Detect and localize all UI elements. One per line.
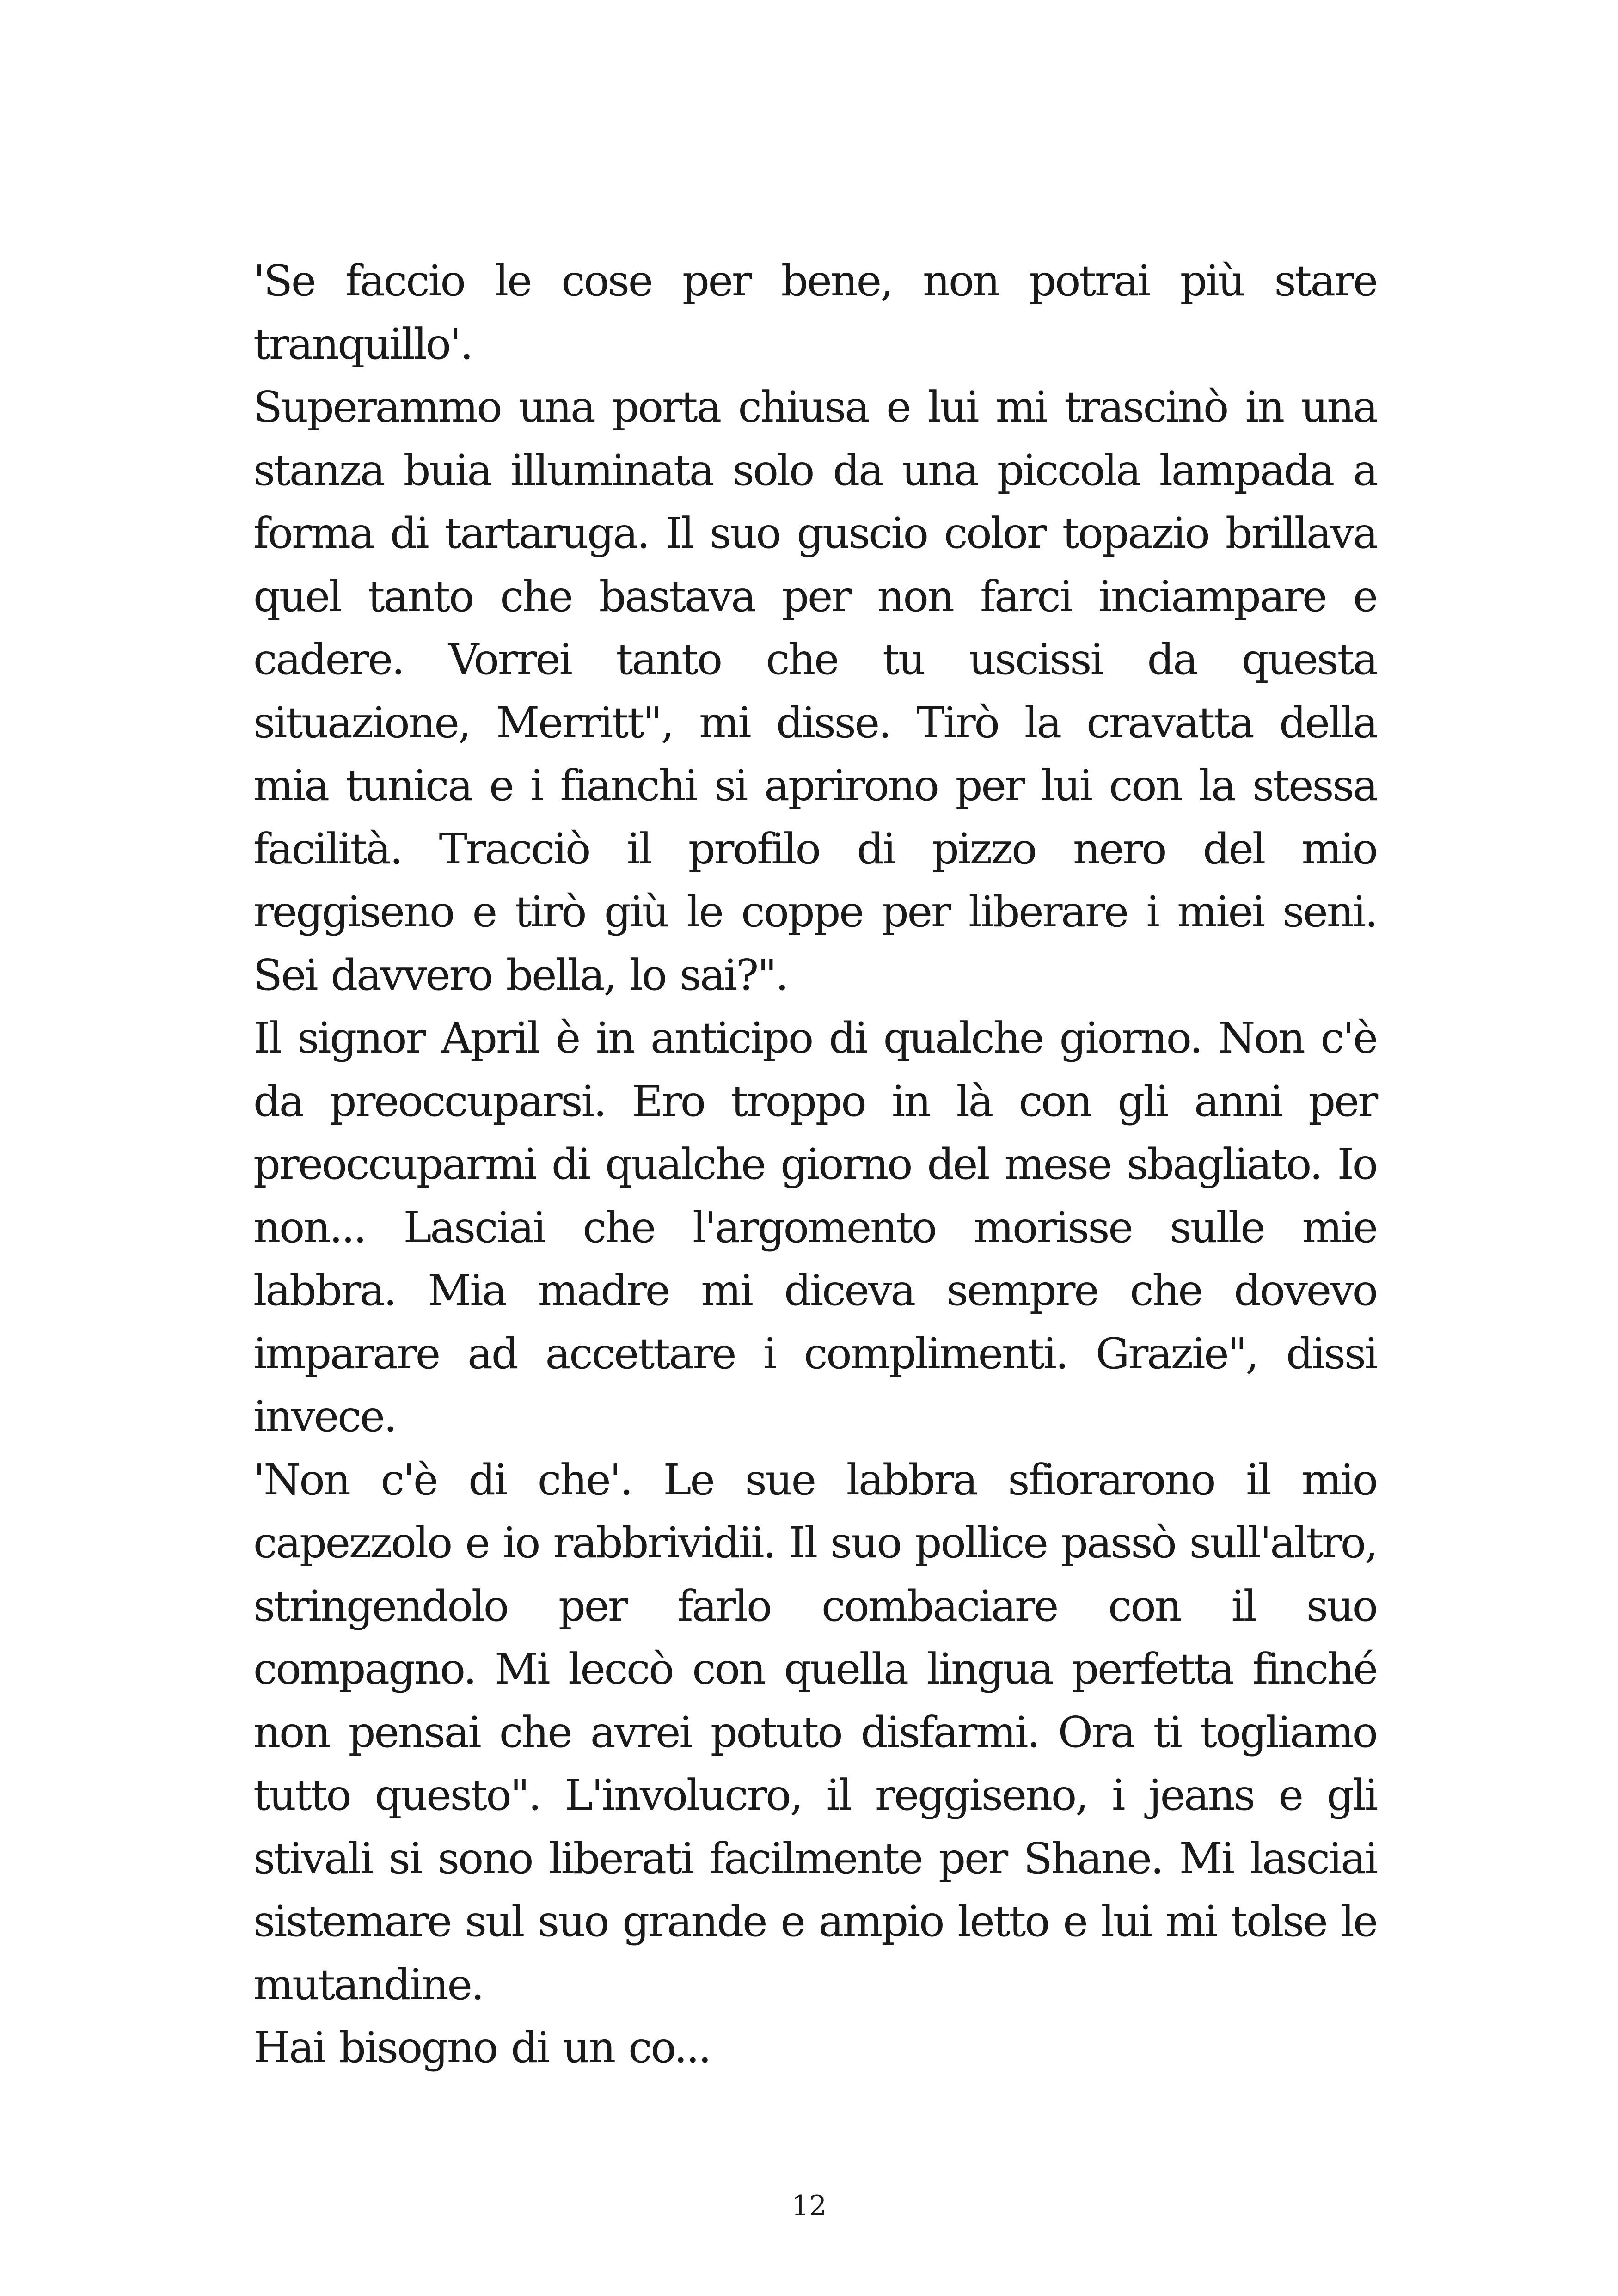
paragraph: Hai bisogno di un co... bbox=[253, 2023, 711, 2072]
paragraph: Superammo una porta chiusa e lui mi trascinò in una stanza buia illuminata solo da una piccola lampada a forma di tartaruga. Il suo guscio color topazio brillava quel tanto che bastava per non farci inciampare e cadere. Vorrei tanto che tu uscissi da questa situazione, Merritt", mi disse. Tirò la cravatta della mia tunica e i fianchi si aprirono per lui con la stessa facilità. Tracciò il profilo di pizzo nero del mio reggiseno e tirò giù le coppe per liberare i miei seni. Sei davvero bella, lo sai?". bbox=[253, 382, 1377, 1000]
body-text bbox=[253, 250, 1377, 2080]
page-number: 12 bbox=[791, 2190, 827, 2222]
paragraph: 'Se faccio le cose per bene, non potrai più stare tranquillo'. bbox=[253, 256, 1377, 369]
paragraph: 'Non c'è di che'. Le sue labbra sfiorarono il mio capezzolo e io rabbrividii. Il suo pollice passò sull'altro, stringendolo per farlo combaciare con il suo compagno. Mi leccò con quella lingua perfetta finché non pensai che avrei potuto disfarmi. Ora ti togliamo tutto questo". L'involucro, il reggiseno, i jeans e gli stivali si sono liberati facilmente per Shane. Mi lasciai sistemare sul suo grande e ampio letto e lui mi tolse le mutandine. bbox=[253, 1455, 1377, 2009]
paragraph: Il signor April è in anticipo di qualche giorno. Non c'è da preoccuparsi. Ero troppo in là con gli anni per preoccuparmi di qualche giorno del mese sbagliato. Io non... Lasciai che l'argomento morisse sulle mie labbra. Mia madre mi diceva sempre che dovevo imparare ad accettare i complimenti. Grazie", dissi invece. bbox=[253, 1013, 1377, 1441]
